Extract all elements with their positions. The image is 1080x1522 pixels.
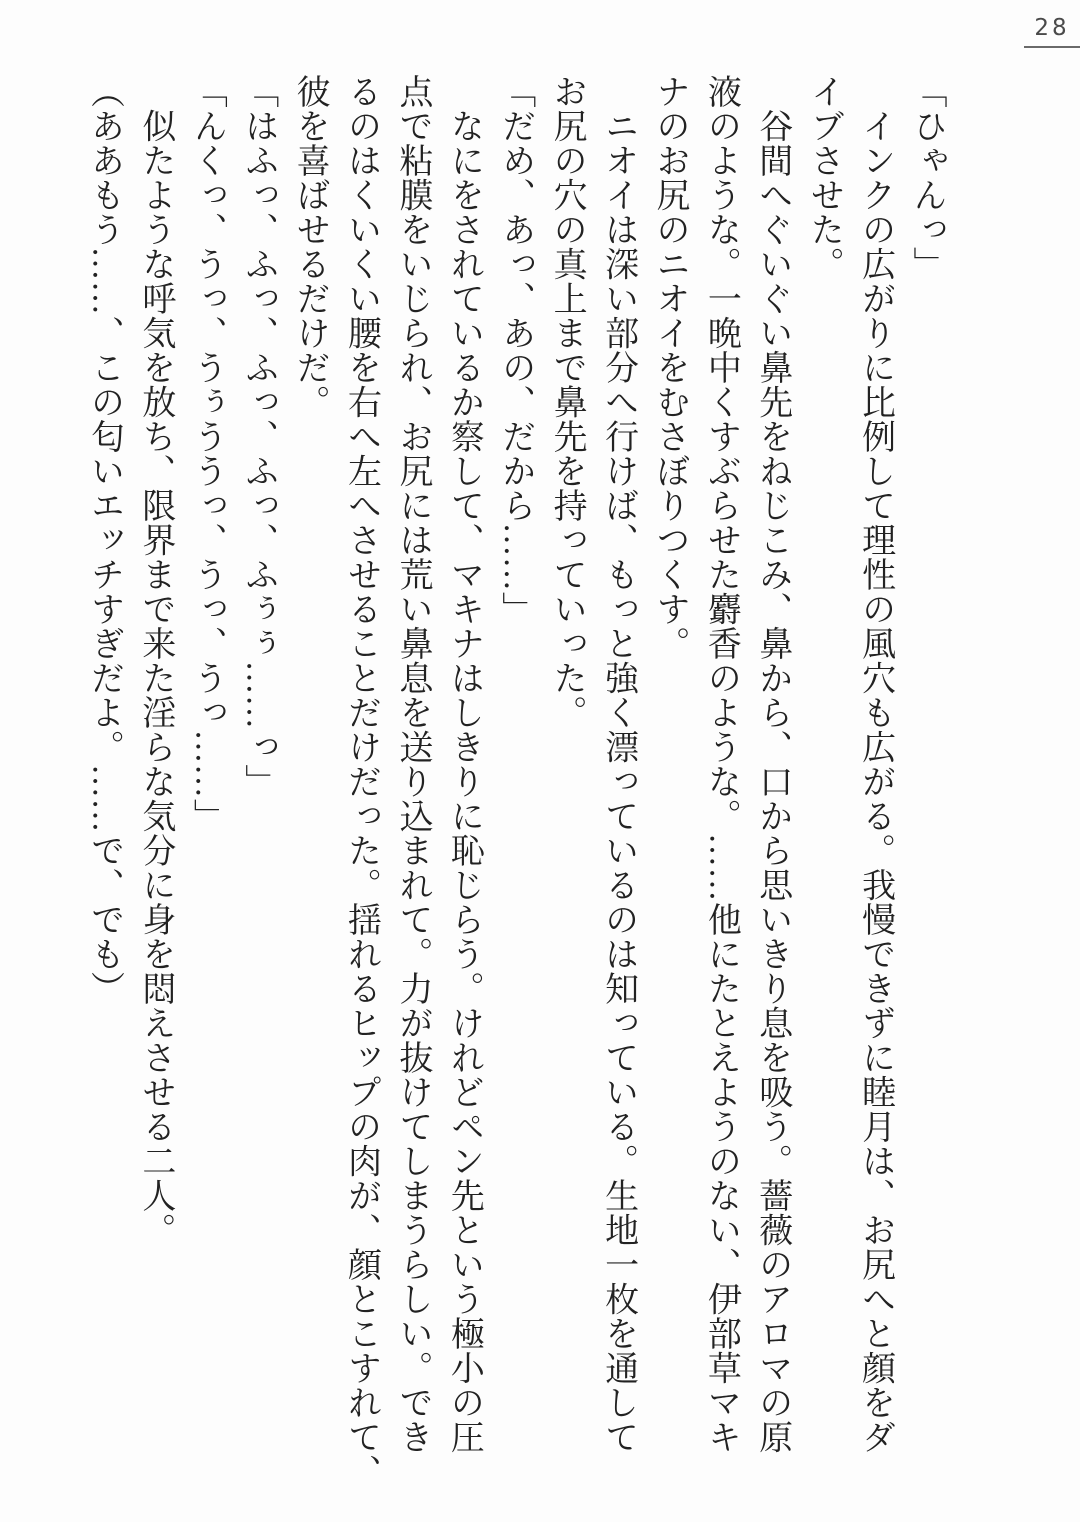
text-line: インクの広がりに比例して理性の風穴も広がる。我慢できずに睦月は、お尻へと顔をダ	[856, 74, 894, 1454]
text-line: 彼を喜ばせるだけだ。	[291, 74, 329, 419]
text-line: 似たような呼気を放ち、限界まで来た淫らな気分に身を悶えさせる二人。	[136, 74, 174, 1247]
text-line: 「はふっ、ふっ、ふっ、ふっ、ふぅぅ……っ」	[239, 74, 277, 799]
text-line: なにをされているか察して、マキナはしきりに恥じらう。けれどペン先という極小の圧	[445, 74, 483, 1454]
vertical-text-block	[78, 74, 952, 1489]
text-line: （ああもう……、この匂いエッチすぎだよ。……で、でも）	[85, 74, 123, 1006]
text-line: 「んくっ、うっ、うぅううっ、うっ、うっ……」	[188, 74, 226, 833]
text-line: 谷間へぐいぐい鼻先をねじこみ、鼻から、口から思いきり息を吸う。薔薇のアロマの原	[753, 74, 791, 1454]
text-line: ニオイは深い部分へ行けば、もっと強く漂っているのは知っている。生地一枚を通して	[599, 74, 637, 1454]
text-line: るのはくいくい腰を右へ左へさせることだけだった。揺れるヒップの肉が、顔とこすれて、	[342, 74, 380, 1489]
page-number-rule	[1024, 16, 1080, 48]
text-line: 点で粘膜をいじられ、お尻には荒い鼻息を送り込まれて。力が抜けてしまうらしい。でき	[393, 74, 431, 1454]
text-line: イブさせた。	[805, 74, 843, 281]
text-line: 液のような。一晩中くすぶらせた麝香のような。……他にたとえようのない、伊部草マキ	[702, 74, 740, 1454]
text-line: ナのお尻のニオイをむさぼりつくす。	[650, 74, 688, 661]
text-line: 「だめ、あっ、あの、だから……」	[496, 74, 534, 626]
page-number: 28	[1034, 15, 1070, 41]
text-line: お尻の穴の真上まで鼻先を持っていった。	[548, 74, 586, 730]
text-line: 「ひゃんっ」	[908, 74, 945, 281]
